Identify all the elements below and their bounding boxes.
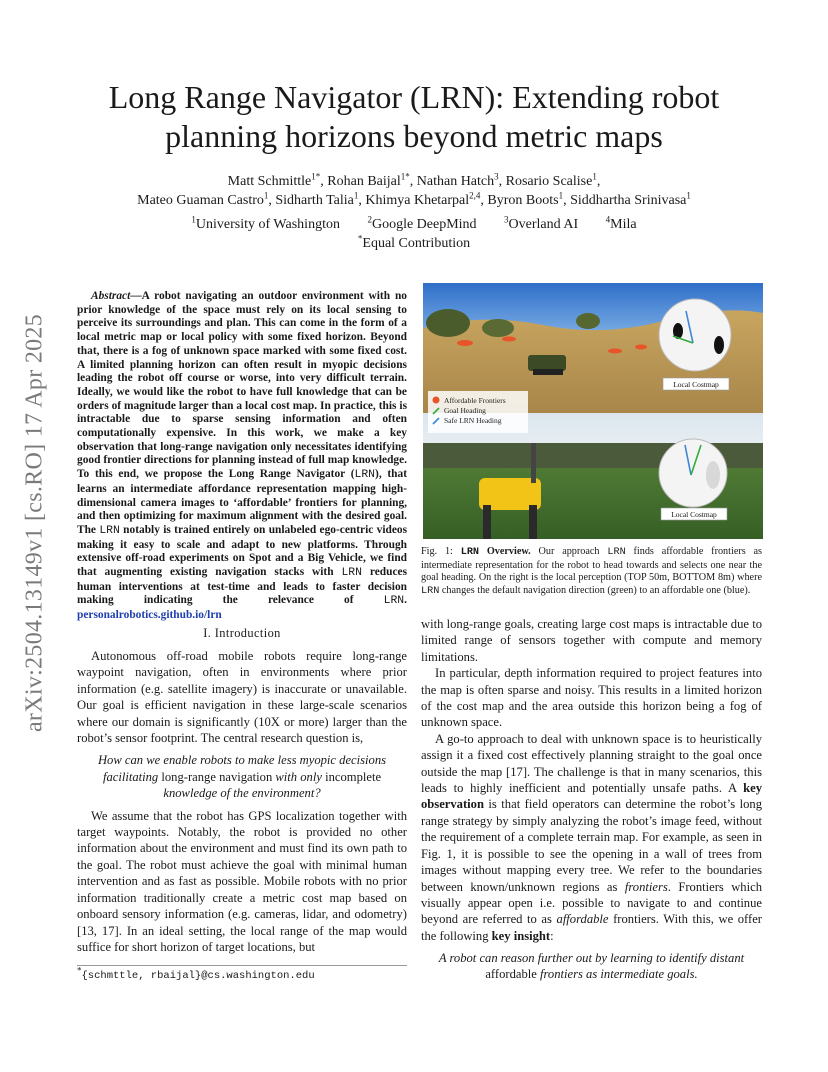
abstract-label: Abstract — [91, 290, 131, 302]
lrn-code: LRN — [341, 567, 362, 580]
vehicle-tracks — [533, 369, 563, 375]
lrn-code: LRN — [99, 524, 120, 537]
intro-paragraph-2: We assume that the robot has GPS localization together with target waypoints. Notably, the robot is provided no other information about the environment and must find its own path to the goal. The robot must achieve the goal with minimal human intervention and as fast as possible. Mobile robots with no prior information traditionally create a metric cost map based on onboard sensory information (e.g. cameras, lidar, and odometry) [13, 17]. In an ideal setting, the local range of the map would suffice for short horizon of target locations, but — [77, 808, 407, 954]
caption-label: Fig. 1: — [421, 546, 461, 557]
para-text: : — [550, 928, 554, 943]
author-name: Siddhartha Srinivasa — [570, 193, 687, 208]
spot-leg — [483, 505, 491, 539]
costmap-top — [659, 299, 731, 371]
title-line-2: planning horizons beyond metric maps — [165, 118, 663, 154]
affiliation-name: University of Washington — [195, 217, 340, 232]
affiliation-sup: 1 — [191, 214, 196, 225]
frontier-marker — [635, 345, 647, 350]
lrn-code: LRN — [383, 595, 405, 608]
quote-roman: incomplete — [321, 769, 382, 784]
footnote-email: {schmttle, rbaijal}@cs.washington.edu — [81, 970, 315, 982]
costmap-bottom-label: Local Costmap — [671, 510, 717, 519]
title-line-1: Long Range Navigator (LRN): Extending robot — [108, 79, 720, 115]
insight-roman: affordable — [485, 967, 537, 982]
author-name: Rosario Scalise — [505, 174, 593, 189]
affiliation-sup: 2 — [367, 214, 372, 225]
obstacle — [714, 336, 724, 354]
abstract-text: ), that learns an intermediate affordance representation mapping high-dimensional camera images to ‘affordable’ frontiers for planning, and then optimizing for maximum alignment with the desired goal. The — [77, 468, 408, 536]
frontier-marker — [457, 340, 473, 346]
author-sup: 1 — [686, 190, 691, 201]
quote-italic: How can we enable robots to make less myopic decisions facilitating — [97, 753, 387, 784]
big-vehicle — [528, 355, 566, 371]
quote-italic: with only — [275, 769, 322, 784]
abstract-text: notably is trained entirely on unlabeled ego-centric videos making it easy to scale and adapt to new platforms. Through extensive off-road experiments on Spot and a Big Vehicle, we find that augmenting existing navigation stacks with — [77, 523, 407, 579]
caption-text: finds affordable frontiers as intermediate representation for the robot to head towards and selects one near the goal heading. On the right is the local perception (TOP 50m, BOTTOM 8m) where — [421, 546, 762, 583]
para-text: . Frontiers which visually appear open i.e. possible to navigate to and continue beyond are referred to as — [421, 879, 762, 927]
author-sup: 1 — [558, 190, 564, 201]
lrn-code: LRN — [421, 585, 440, 597]
footnote-sup: * — [77, 965, 82, 976]
insight-line-1: A robot can reason further out by learning to identify distant — [438, 951, 745, 965]
abstract-text: —A robot navigating an outdoor environment with no prior knowledge of the space must rely on its local sensing to perceive its surroundings and plan. This can come in the form of a local metric map or local policy with some fixed horizon. Beyond that, there is a fog of unknown space marked with some fixed cost. A limited planning horizon can often result in myopic decisions leading the robot off course or worse, into very difficult terrain. Ideally, we would like the robot to have full knowledge that can be orders of magnitude larger than a local cost map. In practice, this is intractable due to sparse sensing information and often computationally expensive. In this work, we make a key observation that long-range navigation only necessitates identifying good frontier directions for planning instead of full map knowledge. To this end, we propose the Long Range Navigator ( — [77, 290, 407, 481]
spot-mast — [531, 443, 536, 483]
legend-lrn-label: Safe LRN Heading — [444, 416, 502, 425]
frontiers-term: frontiers — [624, 879, 668, 894]
abstract — [77, 290, 407, 623]
caption-bold: Overview. — [479, 546, 531, 557]
abstract-text: . — [404, 594, 407, 607]
affiliation-sup: 3 — [504, 214, 509, 225]
caption-text: Our approach — [530, 546, 608, 557]
author-list — [60, 172, 768, 210]
intro-left-column — [77, 648, 407, 955]
affiliation-name: Overland AI — [508, 217, 579, 232]
footnote — [77, 965, 407, 982]
section-heading: I. Introduction — [203, 626, 281, 640]
affiliation-name: Google DeepMind — [371, 217, 477, 232]
author-name: Khimya Khetarpal — [365, 193, 470, 208]
equal-contribution — [60, 234, 768, 253]
author-name: Matt Schmittle — [227, 174, 312, 189]
equal-contribution-text: Equal Contribution — [362, 236, 471, 251]
figure-caption — [421, 546, 762, 598]
author-sup: 1 — [353, 190, 359, 201]
key-observation: key observation — [421, 781, 762, 812]
author-sup: 3 — [494, 171, 499, 182]
author-name: Sidharth Talia — [275, 193, 354, 208]
affiliation — [191, 214, 340, 232]
figure-1-graphic — [423, 283, 763, 539]
affiliations — [60, 215, 768, 253]
affiliation — [504, 214, 579, 232]
author-name: Rohan Baijal — [327, 174, 401, 189]
author-sup: 2,4 — [469, 190, 481, 201]
author-name: Nathan Hatch — [416, 174, 495, 189]
tree — [426, 309, 470, 337]
quote-italic: knowledge of the environment? — [163, 786, 321, 801]
abstract-text: reduces human interventions at test-time and leads to faster decision making indicating the relevance of — [77, 566, 408, 607]
legend-frontier-swatch — [433, 397, 440, 404]
author-line-2: Mateo Guaman Castro$^1$, Sidharth Talia$^1$, Khimya Khetarpal$^{2,4}$, Byron Boots$^1$, Siddhartha Srinivasa$^1$ — [137, 190, 691, 208]
author-sup: 1 — [592, 171, 597, 182]
right-paragraph-1: In particular, depth information required to project features into the map is often sparse and noisy. This results in a limited horizon of the cost map and the area outside this horizon being a fog of unknown space. — [421, 666, 762, 730]
obstacle — [706, 461, 720, 489]
key-insight-statement — [421, 950, 762, 983]
lrn-code: LRN — [354, 469, 376, 482]
affiliation-sup: 4 — [605, 214, 611, 225]
affiliation-line — [60, 215, 768, 234]
equal-sup: * — [357, 233, 363, 244]
para-text: A go-to approach to deal with unknown space is to heuristically assign it a fixed cost effectively planning straight to the goal once outside the map [17]. The challenge is that in many scenarios, this leads to highly inefficient and potentially unsafe paths. A — [421, 731, 762, 796]
key-insight: key insight — [491, 928, 551, 943]
spot-leg — [529, 505, 537, 539]
insight-line-2 — [421, 966, 762, 982]
author-sup: 1 — [263, 190, 269, 201]
arxiv-identifier: arXiv:2504.13149v1 [cs.RO] 17 Apr 2025 — [21, 313, 48, 732]
arxiv-sidebar — [22, 285, 48, 760]
author-sup: 1* — [311, 171, 321, 182]
frontier-marker — [502, 337, 516, 342]
para-text: frontiers. With this, we offer the following — [421, 912, 762, 943]
project-link[interactable]: personalrobotics.github.io/lrn — [77, 609, 222, 622]
paper-title — [60, 78, 768, 156]
legend-frontier-label: Affordable Frontiers — [444, 396, 506, 405]
intro-right-column — [421, 616, 762, 944]
costmap-top-label: Local Costmap — [673, 380, 719, 389]
affiliation — [367, 214, 477, 232]
lrn-code: LRN — [607, 547, 626, 558]
affiliation — [605, 214, 637, 232]
figure-1 — [423, 283, 763, 539]
author-sup: 1* — [400, 171, 410, 182]
tree — [576, 313, 600, 329]
para-text: is that field operators can determine the robot’s long range strategy by simply analyzing the robot’s image feed, without the requirement of a complete terrain map. For example, as seen in Fig. 1, it is possible to see the opening in a wall of trees from images without mapping every tree. We refer to the boundaries between known/unknown regions as — [421, 797, 762, 894]
affordable-term: affordable — [556, 912, 609, 927]
author-line-1: Matt Schmittle$^{1*}$, Rohan Baijal$^{1*}$, Nathan Hatch$^3$, Rosario Scalise$^1$, — [227, 171, 601, 189]
legend-goal-label: Goal Heading — [444, 406, 486, 415]
frontier-marker — [608, 349, 622, 354]
insight-italic: frontiers as intermediate goals. — [536, 967, 698, 982]
affiliation-name: Mila — [610, 217, 637, 232]
right-paragraph-0: with long-range goals, creating large cost maps is intractable due to limited range of sensors together with compute and memory limitations. — [421, 617, 762, 664]
author-name: Mateo Guaman Castro — [137, 193, 264, 208]
intro-paragraph-1: Autonomous off-road mobile robots require long-range waypoint navigation, often in environments where prior information (e.g. satellite imagery) is inaccurate or unavailable. Our goal is efficient navigation in these large-scale scenarios where our domain is significantly (10X or more) larger than the robot’s sensor footprint. The central research question is, — [77, 649, 407, 746]
caption-text: changes the default navigation direction (green) to an affordable one (blue). — [439, 584, 751, 596]
quote-roman: long-range navigation — [158, 769, 276, 784]
right-paragraph-2 — [421, 731, 762, 944]
lrn-code: LRN — [460, 547, 480, 558]
research-question — [87, 752, 397, 801]
tree — [482, 319, 514, 337]
author-name: Byron Boots — [487, 193, 559, 208]
